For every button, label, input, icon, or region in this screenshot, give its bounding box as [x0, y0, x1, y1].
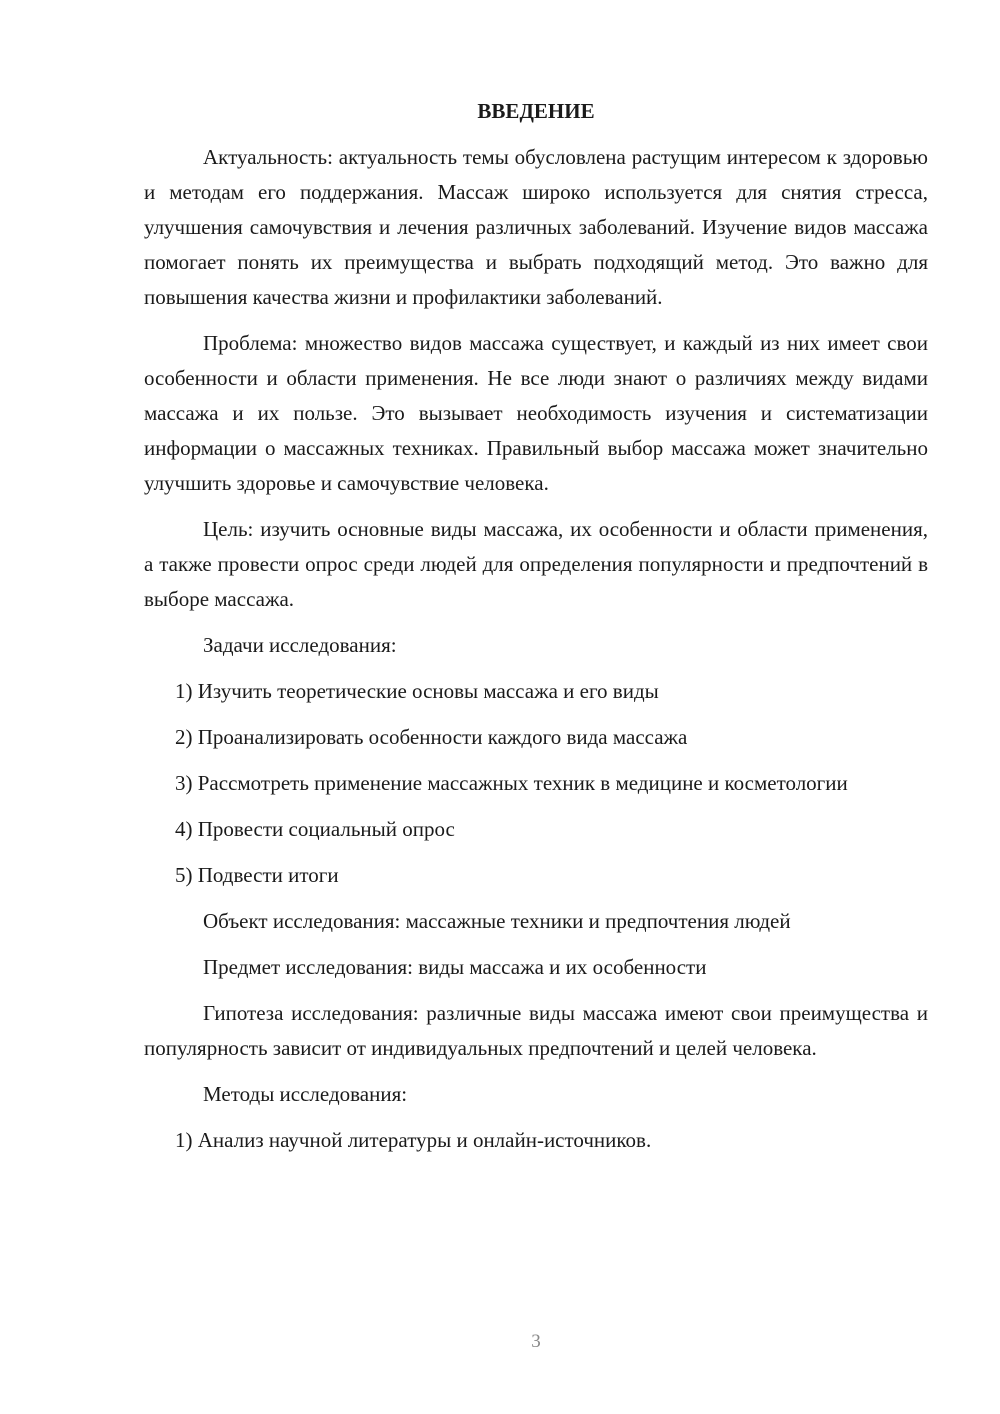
list-item: 3) Рассмотреть применение массажных техник в медицине и косметологии — [175, 771, 848, 795]
page-number: 3 — [531, 1331, 541, 1352]
list-item: 1) Изучить теоретические основы массажа и его виды — [175, 679, 659, 703]
section-heading: ВВЕДЕНИЕ — [477, 99, 595, 123]
list-item: 1) Анализ научной литературы и онлайн-источников. — [175, 1128, 652, 1152]
paragraph-tasks-heading: Задачи исследования: — [203, 633, 397, 657]
paragraph-goal: Цель: изучить основные виды массажа, их особенности и области применения, а также провести опрос среди людей для определения популярности и предпочтений в выборе массажа. — [144, 517, 928, 611]
list-item: 2) Проанализировать особенности каждого вида массажа — [175, 725, 688, 749]
paragraph-problem: Проблема: множество видов массажа существует, и каждый из них имеет свои особенности и области применения. Не все люди знают о различиях между видами массажа и их пользе. Это вызывает необходимость изучения и систематизации информации о массажных техниках. Правильный выбор массажа может значительно улучшить здоровье и самочувствие человека. — [144, 331, 928, 495]
paragraph-subject: Предмет исследования: виды массажа и их особенности — [203, 955, 707, 979]
paragraph-object: Объект исследования: массажные техники и предпочтения людей — [203, 909, 791, 933]
page-body — [144, 94, 928, 1169]
paragraph-relevance: Актуальность: актуальность темы обусловлена растущим интересом к здоровью и методам его поддержания. Массаж широко используется для снятия стресса, улучшения самочувствия и лечения различных заболеваний. Изучение видов массажа помогает понять их преимущества и выбрать подходящий метод. Это важно для повышения качества жизни и профилактики заболеваний. — [144, 145, 928, 309]
list-item: 4) Провести социальный опрос — [175, 817, 455, 841]
paragraph-hypothesis: Гипотеза исследования: различные виды массажа имеют свои преимущества и популярность зависит от индивидуальных предпочтений и целей человека. — [144, 1001, 928, 1060]
list-item: 5) Подвести итоги — [175, 863, 339, 887]
paragraph-methods-heading: Методы исследования: — [203, 1082, 408, 1106]
